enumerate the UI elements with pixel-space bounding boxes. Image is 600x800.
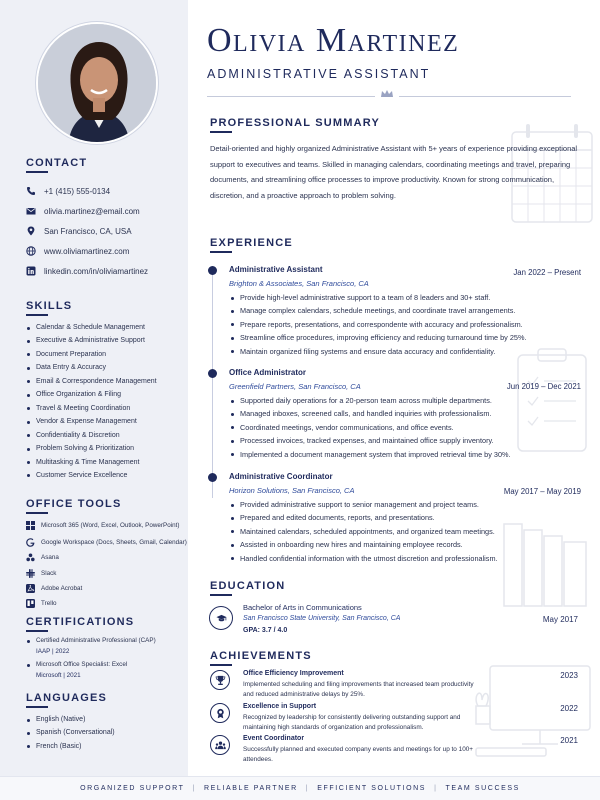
contact-linkedin-text: linkedin.com/in/oliviamartinez	[44, 266, 149, 276]
tools-rule	[26, 512, 48, 514]
skill-item: Data Entry & Accuracy	[26, 361, 157, 374]
achievement-desc: Implemented scheduling and filing improvements that increased team productivity and reduced administrative delays by 25%.	[243, 681, 474, 698]
experience-rule	[210, 251, 232, 253]
education-gpa: GPA: 3.7 / 4.0	[243, 627, 288, 634]
contact-email[interactable]	[26, 206, 140, 216]
tool-asana	[26, 553, 59, 562]
achievement-title: Excellence in Support	[243, 703, 317, 710]
achievement-year: 2022	[560, 704, 578, 713]
email-icon	[26, 206, 36, 216]
tool-acrobat-label: Adobe Acrobat	[41, 585, 83, 592]
job-dates: May 2017 – May 2019	[503, 487, 581, 496]
job-company: Greenfield Partners, San Francisco, CA	[229, 382, 361, 391]
job-bullet: Handled confidential information with the utmost discretion and professionalism.	[229, 552, 498, 565]
languages-heading: LANGUAGES	[26, 692, 108, 704]
job-dates: Jan 2022 – Present	[513, 268, 581, 277]
footer-separator: |	[434, 785, 438, 792]
job-bullet: Coordinated meetings, vendor communications, and office events.	[229, 421, 511, 434]
job-bullet: Implemented a document management system that improved retrieval time by 30%.	[229, 448, 511, 461]
achievements-heading: ACHIEVEMENTS	[210, 650, 312, 662]
candidate-role: ADMINISTRATIVE ASSISTANT	[207, 67, 431, 81]
skills-rule	[26, 314, 48, 316]
skill-item: Problem Solving & Prioritization	[26, 442, 157, 455]
tool-trello	[26, 599, 57, 608]
cert-item	[26, 659, 127, 681]
achievement-year: 2023	[560, 671, 578, 680]
job-title: Administrative Coordinator	[229, 472, 333, 481]
language-item: Spanish (Conversational)	[26, 726, 115, 739]
crown-icon	[380, 89, 394, 99]
asana-icon	[26, 553, 35, 562]
education-year: May 2017	[542, 615, 578, 624]
job-bullet: Prepared and edited documents, reports, and presentations.	[229, 511, 498, 524]
skill-item: Travel & Meeting Coordination	[26, 402, 157, 415]
contact-rule	[26, 171, 48, 173]
candidate-name: Olivia Martinez	[207, 22, 460, 59]
contact-location-text: San Francisco, CA, USA	[44, 226, 132, 236]
adobe-acrobat-icon	[26, 584, 35, 593]
tool-slack	[26, 569, 56, 578]
skills-heading: SKILLS	[26, 300, 73, 312]
certifications-heading: CERTIFICATIONS	[26, 616, 135, 628]
skill-item: Calendar & Schedule Management	[26, 321, 157, 334]
languages-rule	[26, 706, 48, 708]
binders-illustration-icon	[500, 520, 596, 610]
skill-item: Office Organization & Filing	[26, 388, 157, 401]
skill-item: Customer Service Excellence	[26, 469, 157, 482]
header-rule-left	[207, 96, 375, 97]
microsoft-icon	[26, 521, 35, 530]
cert-name: Certified Administrative Professional (CAP)	[36, 637, 156, 644]
skill-item: Executive & Administrative Support	[26, 334, 157, 347]
profile-photo	[36, 22, 158, 144]
footer-item: TEAM SUCCESS	[445, 785, 520, 792]
footer-item: RELIABLE PARTNER	[203, 785, 298, 792]
summary-heading: PROFESSIONAL SUMMARY	[210, 117, 381, 129]
tool-google	[26, 538, 187, 547]
skill-item: Document Preparation	[26, 348, 157, 361]
education-degree: Bachelor of Arts in Communications	[243, 603, 362, 612]
footer-banner	[0, 776, 600, 800]
linkedin-icon	[26, 266, 36, 276]
tool-trello-label: Trello	[41, 600, 57, 607]
contact-website-text: www.oliviamartinez.com	[44, 246, 130, 256]
job-bullet: Assisted in onboarding new hires and maintaining employee records.	[229, 538, 498, 551]
job-bullet: Maintain organized filing systems and ensure data accuracy and confidentiality.	[229, 345, 527, 358]
job-bullet: Maintained calendars, scheduled appointments, and organized team meetings.	[229, 525, 498, 538]
education-school: San Francisco State University, San Francisco, CA	[243, 615, 401, 622]
cert-org: Microsoft | 2021	[36, 672, 81, 679]
skill-item: Vendor & Expense Management	[26, 415, 157, 428]
job-bullet: Streamline office procedures, improving efficiency and reducing turnaround time by 25%.	[229, 331, 527, 344]
timeline-dot	[208, 266, 217, 275]
cert-org: IAAP | 2022	[36, 648, 70, 655]
tool-acrobat	[26, 584, 82, 593]
education-heading: EDUCATION	[210, 580, 286, 592]
languages-list	[26, 713, 115, 753]
graduation-cap-icon	[209, 606, 233, 630]
footer-separator: |	[305, 785, 310, 792]
contact-phone[interactable]	[26, 186, 110, 196]
education-rule	[210, 594, 232, 596]
tool-asana-label: Asana	[41, 554, 59, 561]
achievement-desc: Successfully planned and executed company events and meetings for up to 100+ attendees.	[243, 746, 474, 763]
header-rule-right	[399, 96, 571, 97]
computer-illustration-icon	[470, 660, 598, 760]
job-company: Horizon Solutions, San Francisco, CA	[229, 486, 355, 495]
tool-google-label: Google Workspace (Docs, Sheets, Gmail, Calendar)	[41, 539, 187, 546]
skill-item: Email & Correspondence Management	[26, 375, 157, 388]
achievement-desc: Recognized by leadership for consistently delivering outstanding support and maintaining high standards of organization and professionalism.	[243, 714, 461, 731]
achievement-title: Event Coordinator	[243, 735, 305, 742]
experience-timeline	[212, 270, 213, 498]
job-bullet: Managed inboxes, screened calls, and handled inquiries with professionalism.	[229, 407, 511, 420]
job-bullets	[229, 291, 527, 358]
contact-linkedin[interactable]	[26, 266, 148, 276]
achievement-year: 2021	[560, 736, 578, 745]
job-bullet: Provided administrative support to senior management and project teams.	[229, 498, 498, 511]
tool-microsoft-label: Microsoft 365 (Word, Excel, Outlook, PowerPoint)	[41, 522, 180, 529]
timeline-dot	[208, 473, 217, 482]
skill-item: Confidentiality & Discretion	[26, 429, 157, 442]
tools-heading: OFFICE TOOLS	[26, 498, 122, 510]
job-bullet: Prepare reports, presentations, and correspondente with accuracy and professionalism.	[229, 318, 527, 331]
contact-phone-text: +1 (415) 555-0134	[44, 186, 111, 196]
google-icon	[26, 538, 35, 547]
achievement-title: Office Efficiency Improvement	[243, 670, 344, 677]
contact-heading: CONTACT	[26, 157, 88, 169]
phone-icon	[26, 186, 36, 196]
certifications-rule	[26, 630, 48, 632]
contact-website[interactable]	[26, 246, 129, 256]
award-icon	[210, 703, 230, 723]
footer-item: ORGANIZED SUPPORT	[80, 785, 185, 792]
globe-icon	[26, 246, 36, 256]
skill-item: Multitasking & Time Management	[26, 456, 157, 469]
contact-location	[26, 226, 132, 236]
timeline-dot	[208, 369, 217, 378]
language-item: French (Basic)	[26, 740, 115, 753]
achievements-rule	[210, 664, 232, 666]
contact-email-text: olivia.martinez@email.com	[44, 206, 140, 216]
trophy-icon	[210, 670, 230, 690]
job-title: Administrative Assistant	[229, 265, 323, 274]
footer-item: EFFICIENT SOLUTIONS	[317, 785, 427, 792]
tool-slack-label: Slack	[41, 570, 57, 577]
cert-item	[26, 635, 156, 657]
summary-text: Detail-oriented and highly organized Administrative Assistant with 5+ years of experience providing exceptional support to executives and teams. Skilled in managing calendars, coordinating meetings and travel, preparing documents, and streamlining office processes to improve productivity. Known for strong communication, discretion, and a proactive approach to problem solving.	[210, 144, 578, 201]
clipboard-illustration-icon	[512, 345, 592, 455]
location-icon	[26, 226, 36, 236]
tool-microsoft	[26, 521, 179, 530]
language-item: English (Native)	[26, 713, 115, 726]
slack-icon	[26, 569, 35, 578]
job-dates: Jun 2019 – Dec 2021	[506, 382, 581, 391]
experience-heading: EXPERIENCE	[210, 237, 293, 249]
summary-rule	[210, 131, 232, 133]
skills-list	[26, 321, 157, 482]
job-bullet: Provide high-level administrative support to a team of 8 leaders and 30+ staff.	[229, 291, 527, 304]
job-bullets	[229, 394, 511, 461]
job-bullet: Manage complex calendars, schedule meetings, and coordinate travel arrangements.	[229, 304, 527, 317]
job-bullets	[229, 498, 498, 565]
cert-name: Microsoft Office Specialist: Excel	[36, 661, 128, 668]
trello-icon	[26, 599, 35, 608]
team-icon	[210, 735, 230, 755]
job-company: Brighton & Associates, San Francisco, CA	[229, 279, 369, 288]
job-bullet: Supported daily operations for a 20-person team across multiple departments.	[229, 394, 511, 407]
job-bullet: Processed invoices, tracked expenses, and maintained office supply inventory.	[229, 434, 511, 447]
footer-separator: |	[192, 785, 196, 792]
job-title: Office Administrator	[229, 368, 307, 377]
